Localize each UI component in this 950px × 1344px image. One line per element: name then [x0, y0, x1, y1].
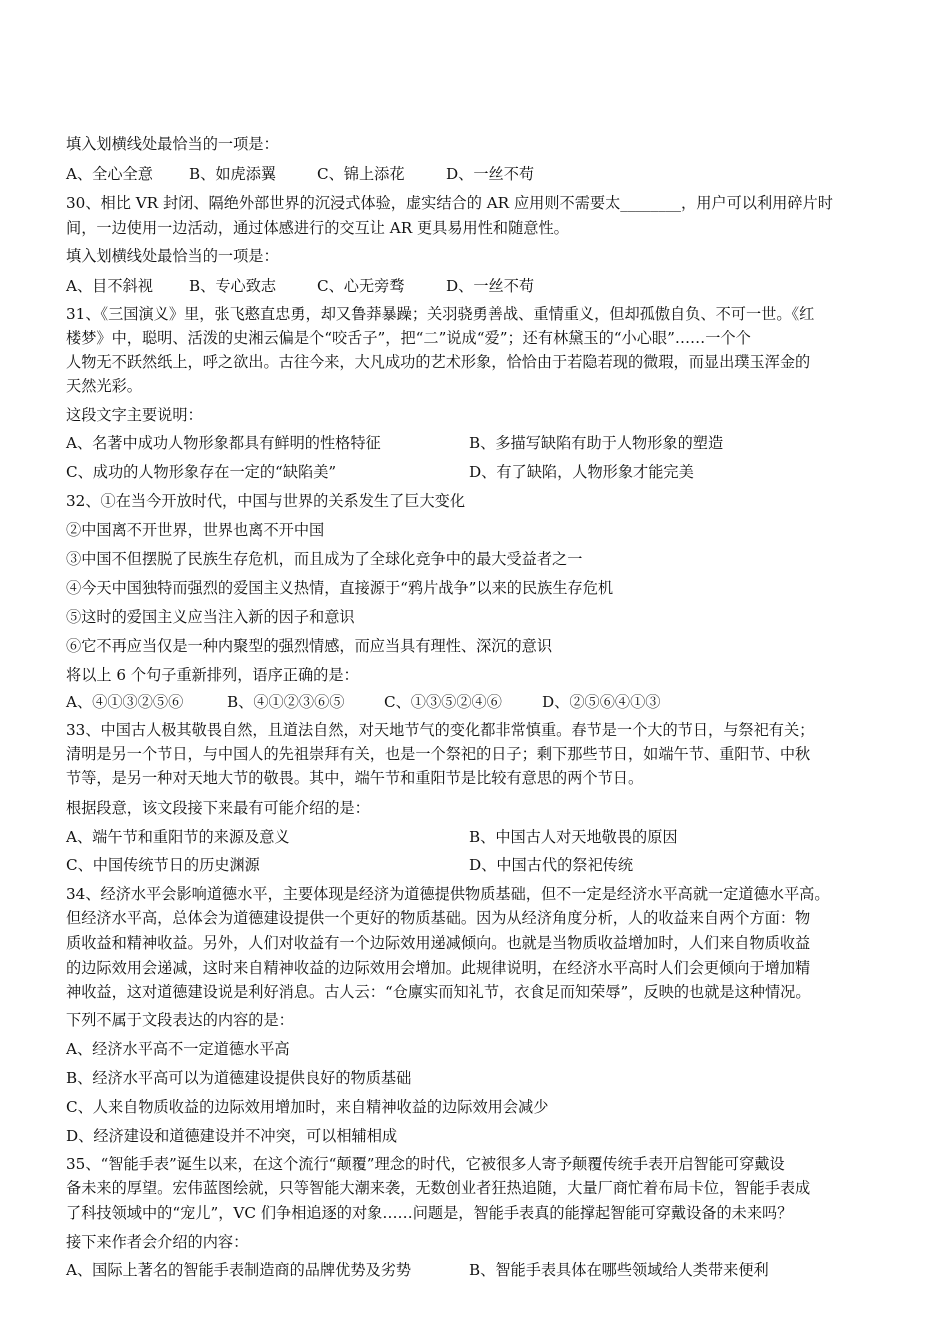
q31-option-d: D、有了缺陷，人物形象才能完美: [469, 463, 694, 481]
q30-line-2: 间，一边使用一边活动，通过体感进行的交互让 AR 更具易用性和随意性。: [66, 219, 569, 237]
q32-sentence-4: ④今天中国独特而强烈的爱国主义热情，直接源于“鸦片战争”以来的民族生存危机: [66, 579, 614, 597]
q31-line-3: 人物无不跃然纸上，呼之欲出。古往今来，大凡成功的艺术形象，恰恰由于若隐若现的微瑕，而显出璞玉浑金的: [66, 353, 811, 371]
q31-line-4: 天然光彩。: [66, 377, 142, 395]
q33-line-1: 33、中国古人极其敬畏自然，且道法自然，对天地节气的变化都非常慎重。春节是一个大的节日，与祭祀有关；: [66, 721, 815, 739]
q34-option-b: B、经济水平高可以为道德建设提供良好的物质基础: [66, 1069, 412, 1087]
q35-option-a: A、国际上著名的智能手表制造商的品牌优势及劣势: [66, 1261, 412, 1279]
q30-line-1: 30、相比 VR 封闭、隔绝外部世界的沉浸式体验，虚实结合的 AR 应用则不需要太________，用户可以利用碎片时: [66, 194, 833, 212]
q33-option-c: C、中国传统节日的历史渊源: [66, 856, 260, 874]
q34-line-4: 的边际效用会递减，这时来自精神收益的边际效用会增加。此规律说明，在经济水平高时人们会更倾向于增加精: [66, 959, 811, 977]
q33-option-a: A、端午节和重阳节的来源及意义: [66, 828, 290, 846]
q33-line-3: 节等，是另一种对天地大节的敬畏。其中，端午节和重阳节是比较有意思的两个节日。: [66, 769, 644, 787]
q33-options-row-1: [66, 827, 883, 847]
q32-sentence-1: 32、①在当今开放时代，中国与世界的关系发生了巨大变化: [66, 492, 466, 510]
q34-option-d: D、经济建设和道德建设并不冲突，可以相辅相成: [66, 1127, 398, 1145]
q31-option-c: C、成功的人物形象存在一定的“缺陷美”: [66, 463, 337, 481]
q32-sentence-5: ⑤这时的爱国主义应当注入新的因子和意识: [66, 608, 355, 626]
q31-line-2: 楼梦》中，聪明、活泼的史湘云偏是个“咬舌子”，把“二”说成“爱”；还有林黛玉的“小心眼”……一个个: [66, 329, 751, 347]
q35-option-b: B、智能手表具体在哪些领域给人类带来便利: [469, 1261, 769, 1279]
q32-prompt: 将以上 6 个句子重新排列，语序正确的是：: [66, 666, 359, 684]
q33-option-d: D、中国古代的祭祀传统: [469, 856, 634, 874]
q29-option-d: D、一丝不苟: [446, 165, 535, 183]
q33-line-2: 清明是另一个节日，与中国人的先祖崇拜有关，也是一个祭祀的日子；剩下那些节日，如端午节、重阳节、中秋: [66, 745, 811, 763]
q34-option-c: C、人来自物质收益的边际效用增加时，来自精神收益的边际效用会减少: [66, 1098, 549, 1116]
q34-option-a: A、经济水平高不一定道德水平高: [66, 1040, 290, 1058]
q34-line-5: 神收益，这对道德建设说是利好消息。古人云：“仓廪实而知礼节，衣食足而知荣辱”，反映的也就是这种情况。: [66, 983, 811, 1001]
q29-option-c: C、锦上添花: [317, 165, 405, 183]
q29-option-a: A、全心全意: [66, 165, 153, 183]
q30-option-b: B、专心致志: [189, 277, 277, 295]
q35-prompt: 接下来作者会介绍的内容：: [66, 1233, 249, 1251]
q32-option-b: B、④①②③⑥⑤: [227, 693, 345, 711]
q32-options: [66, 692, 883, 712]
q30-option-d: D、一丝不苟: [446, 277, 535, 295]
q32-sentence-2: ②中国离不开世界，世界也离不开中国: [66, 521, 325, 539]
q34-line-1: 34、经济水平会影响道德水平，主要体现是经济为道德提供物质基础，但不一定是经济水平高就一定道德水平高。: [66, 885, 830, 903]
q33-option-b: B、中国古人对天地敬畏的原因: [469, 828, 678, 846]
q34-line-2: 但经济水平高，总体会为道德建设提供一个更好的物质基础。因为从经济角度分析，人的收益来自两个方面：物: [66, 909, 811, 927]
q29-options: [66, 164, 883, 184]
q32-option-d: D、②⑤⑥④①③: [542, 693, 661, 711]
q29-option-b: B、如虎添翼: [189, 165, 277, 183]
q31-line-1: 31、《三国演义》里，张飞憨直忠勇，却又鲁莽暴躁；关羽骁勇善战、重情重义，但却孤傲自负、不可一世。《红: [66, 305, 815, 323]
q30-prompt: 填入划横线处最恰当的一项是：: [66, 247, 279, 265]
q31-option-b: B、多描写缺陷有助于人物形象的塑造: [469, 434, 724, 452]
q33-prompt: 根据段意，该文段接下来最有可能介绍的是：: [66, 799, 370, 817]
q35-line-1: 35、“智能手表”诞生以来，在这个流行“颠覆”理念的时代，它被很多人寄予颠覆传统手表开启智能可穿戴设: [66, 1155, 785, 1173]
q35-line-2: 备未来的厚望。宏伟蓝图绘就，只等智能大潮来袭，无数创业者狂热追随，大量厂商忙着布局卡位，智能手表成: [66, 1179, 811, 1197]
q32-sentence-6: ⑥它不再应当仅是一种内聚型的强烈情感，而应当具有理性、深沉的意识: [66, 637, 552, 655]
q31-options-row-2: [66, 462, 883, 482]
q33-options-row-2: [66, 855, 883, 875]
q32-sentence-3: ③中国不但摆脱了民族生存危机，而且成为了全球化竞争中的最大受益者之一: [66, 550, 583, 568]
q29-prompt: 填入划横线处最恰当的一项是：: [66, 135, 279, 153]
q32-option-a: A、④①③②⑤⑥: [66, 693, 184, 711]
q34-line-3: 质收益和精神收益。另外，人们对收益有一个边际效用递减倾向。也就是当物质收益增加时，人们来自物质收益: [66, 934, 811, 952]
q31-prompt: 这段文字主要说明：: [66, 406, 203, 424]
q35-options: [66, 1260, 883, 1280]
q32-option-c: C、①③⑤②④⑥: [384, 693, 502, 711]
q30-option-a: A、目不斜视: [66, 277, 153, 295]
q31-option-a: A、名著中成功人物形象都具有鲜明的性格特征: [66, 434, 381, 452]
q34-prompt: 下列不属于文段表达的内容的是：: [66, 1011, 294, 1029]
q30-options: [66, 276, 883, 296]
q31-options-row-1: [66, 433, 883, 453]
q30-option-c: C、心无旁骛: [317, 277, 405, 295]
q35-line-3: 了科技领域中的“宠儿”，VC 们争相追逐的对象……问题是，智能手表真的能撑起智能可穿戴设备的未来吗？: [66, 1204, 793, 1222]
